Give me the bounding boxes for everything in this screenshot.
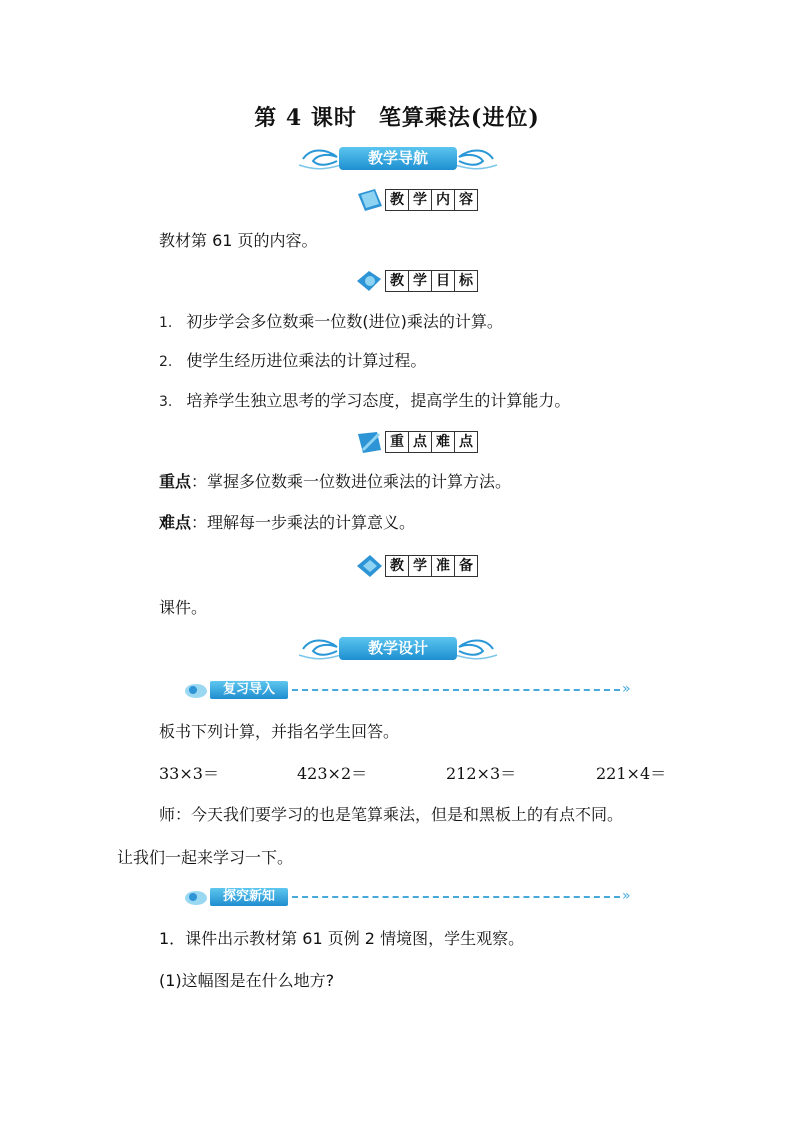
difficult-point-text: ：理解每一步乘法的计算意义。 bbox=[191, 513, 416, 532]
double-chevron-icon: » bbox=[622, 681, 631, 697]
section-head-keypoints bbox=[355, 428, 479, 456]
key-point-label: 重点 bbox=[159, 472, 192, 491]
goal-item bbox=[159, 390, 570, 413]
tag-explore bbox=[184, 886, 646, 908]
section-head-goals bbox=[355, 267, 479, 295]
dashed-divider bbox=[292, 689, 620, 691]
page-title bbox=[0, 101, 794, 132]
double-chevron-icon: » bbox=[622, 888, 631, 904]
section-title-char: 教 bbox=[386, 556, 409, 576]
goal-number: 2. bbox=[159, 354, 173, 370]
section-title-char: 难 bbox=[432, 432, 455, 452]
section-title-boxes bbox=[385, 270, 478, 292]
goal-item bbox=[159, 311, 503, 334]
goal-number: 3. bbox=[159, 394, 173, 410]
section-title-char: 点 bbox=[409, 432, 432, 452]
content-text: 教材第 61 页的内容。 bbox=[159, 231, 318, 250]
teacher-line: 师：今天我们要学习的也是笔算乘法，但是和黑板上的有点不同。 bbox=[159, 805, 624, 824]
explore-step: 1．课件出示教材第 61 页例 2 情境图，学生观察。 bbox=[159, 929, 525, 948]
tag-label: 复习导入 bbox=[210, 681, 288, 699]
lesson-number: 第 4 课时 bbox=[254, 105, 357, 131]
goal-text: 培养学生独立思考的学习态度，提高学生的计算能力。 bbox=[186, 391, 571, 410]
banner-label: 教学导航 bbox=[339, 147, 457, 170]
section-title-char: 标 bbox=[459, 273, 473, 289]
section-title-char: 学 bbox=[409, 556, 432, 576]
book-icon bbox=[355, 186, 385, 214]
dashed-divider bbox=[292, 896, 620, 898]
key-point bbox=[159, 471, 511, 493]
review-icon bbox=[184, 681, 208, 699]
calc-item: 221×4＝ bbox=[596, 764, 667, 783]
pen-book-icon bbox=[355, 428, 385, 456]
tag-label: 探究新知 bbox=[210, 888, 288, 906]
section-title-char: 内 bbox=[432, 190, 455, 210]
banner-teaching-guide bbox=[297, 141, 499, 177]
tag-review bbox=[184, 679, 646, 701]
section-title-boxes bbox=[385, 431, 478, 453]
goal-text: 初步学会多位数乘一位数(进位)乘法的计算。 bbox=[186, 312, 503, 331]
section-title-char: 教 bbox=[386, 190, 409, 210]
lesson-topic: 笔算乘法(进位) bbox=[378, 105, 540, 131]
calc-item: 212×3＝ bbox=[446, 764, 517, 783]
key-point-text: ：掌握多位数乘一位数进位乘法的计算方法。 bbox=[191, 472, 512, 491]
goal-number: 1. bbox=[159, 315, 173, 331]
section-title-boxes bbox=[385, 189, 478, 211]
prep-text: 课件。 bbox=[159, 598, 208, 617]
section-title-char: 学 bbox=[409, 190, 432, 210]
section-head-prep bbox=[355, 552, 479, 580]
difficult-point bbox=[159, 512, 415, 534]
section-title-char: 备 bbox=[459, 558, 473, 574]
explore-icon bbox=[184, 888, 208, 906]
section-title-char: 容 bbox=[459, 192, 473, 208]
goal-text: 使学生经历进位乘法的计算过程。 bbox=[186, 351, 427, 370]
section-title-boxes bbox=[385, 555, 478, 577]
section-title-char: 点 bbox=[459, 434, 473, 450]
difficult-point-label: 难点 bbox=[159, 513, 192, 532]
banner-label: 教学设计 bbox=[339, 637, 457, 660]
goal-item bbox=[159, 350, 426, 373]
leaf-book-icon bbox=[355, 552, 385, 580]
section-title-char: 学 bbox=[409, 271, 432, 291]
explore-question: (1)这幅图是在什么地方? bbox=[159, 971, 335, 990]
section-title-char: 教 bbox=[386, 271, 409, 291]
section-head-content bbox=[355, 186, 479, 214]
review-intro: 板书下列计算，并指名学生回答。 bbox=[159, 722, 400, 741]
section-title-char: 重 bbox=[386, 432, 409, 452]
banner-teaching-design bbox=[297, 631, 499, 667]
section-title-char: 准 bbox=[432, 556, 455, 576]
calc-item: 423×2＝ bbox=[297, 764, 368, 783]
section-title-char: 目 bbox=[432, 271, 455, 291]
teacher-line-continued: 让我们一起来学习一下。 bbox=[117, 848, 294, 867]
target-book-icon bbox=[355, 267, 385, 295]
calc-item: 33×3＝ bbox=[159, 764, 219, 783]
